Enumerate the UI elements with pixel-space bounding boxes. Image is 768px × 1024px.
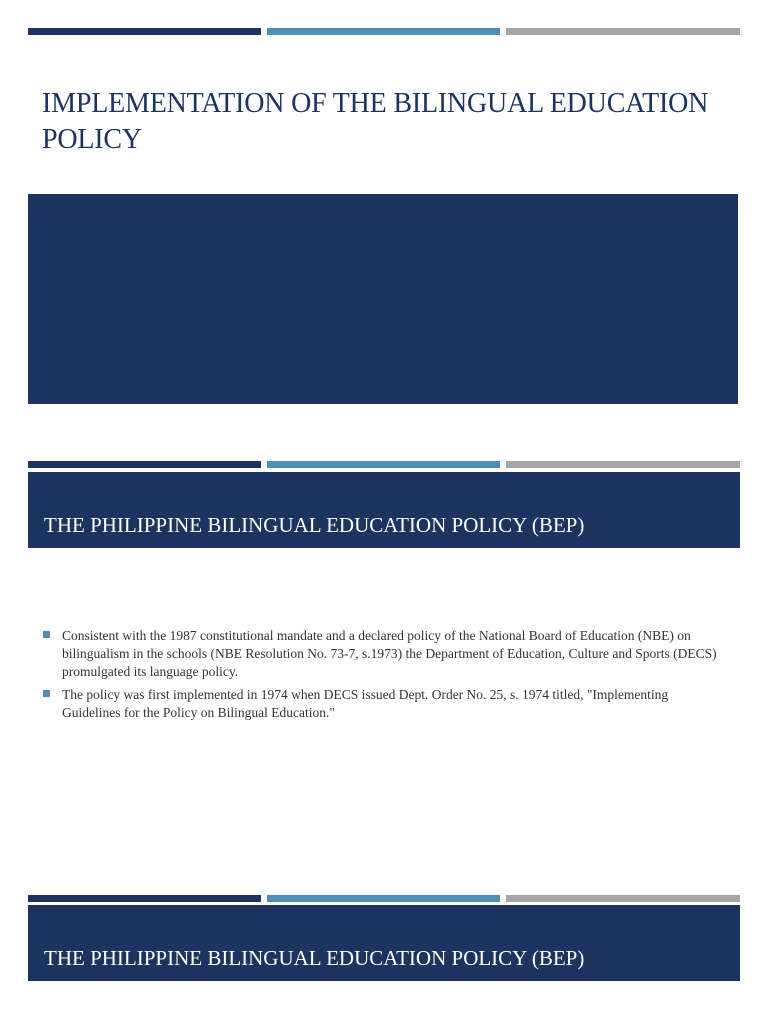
bullet-list bbox=[42, 627, 722, 727]
accent-bar-blue bbox=[267, 28, 500, 35]
slide-1 bbox=[0, 0, 768, 440]
accent-bar-gray bbox=[506, 461, 740, 468]
slide-title: THE PHILIPPINE BILINGUAL EDUCATION POLICY (BEP) bbox=[44, 513, 585, 537]
accent-bar-blue bbox=[267, 895, 500, 902]
slide-3 bbox=[0, 875, 768, 1024]
accent-bar-blue bbox=[267, 461, 500, 468]
bullet-text: The policy was first implemented in 1974 when DECS issued Dept. Order No. 25, s. 1974 titled, "Implementing Guidelines for the Policy on Bilingual Education." bbox=[62, 687, 669, 720]
accent-bar-gray bbox=[506, 28, 740, 35]
accent-bar-navy bbox=[28, 28, 261, 35]
accent-bar-navy bbox=[28, 895, 261, 902]
bullet-item bbox=[42, 627, 722, 681]
bullet-text: Consistent with the 1987 constitutional mandate and a declared policy of the National Board of Education (NBE) on bilingualism in the schools (NBE Resolution No. 73-7, s.1973) the Department of Education, Culture and Sports (DECS) promulgated its language policy. bbox=[62, 628, 717, 679]
square-bullet-icon bbox=[43, 631, 50, 638]
title-band bbox=[28, 472, 740, 548]
accent-bar-navy bbox=[28, 461, 261, 468]
hero-image-placeholder bbox=[28, 194, 738, 404]
slide-title: THE PHILIPPINE BILINGUAL EDUCATION POLICY (BEP) bbox=[44, 946, 585, 970]
accent-bar-gray bbox=[506, 895, 740, 902]
slide-title: IMPLEMENTATION OF THE BILINGUAL EDUCATION POLICY bbox=[42, 88, 709, 155]
slide-2 bbox=[0, 440, 768, 890]
bullet-item bbox=[42, 686, 722, 722]
square-bullet-icon bbox=[43, 690, 50, 697]
title-band bbox=[28, 905, 740, 981]
